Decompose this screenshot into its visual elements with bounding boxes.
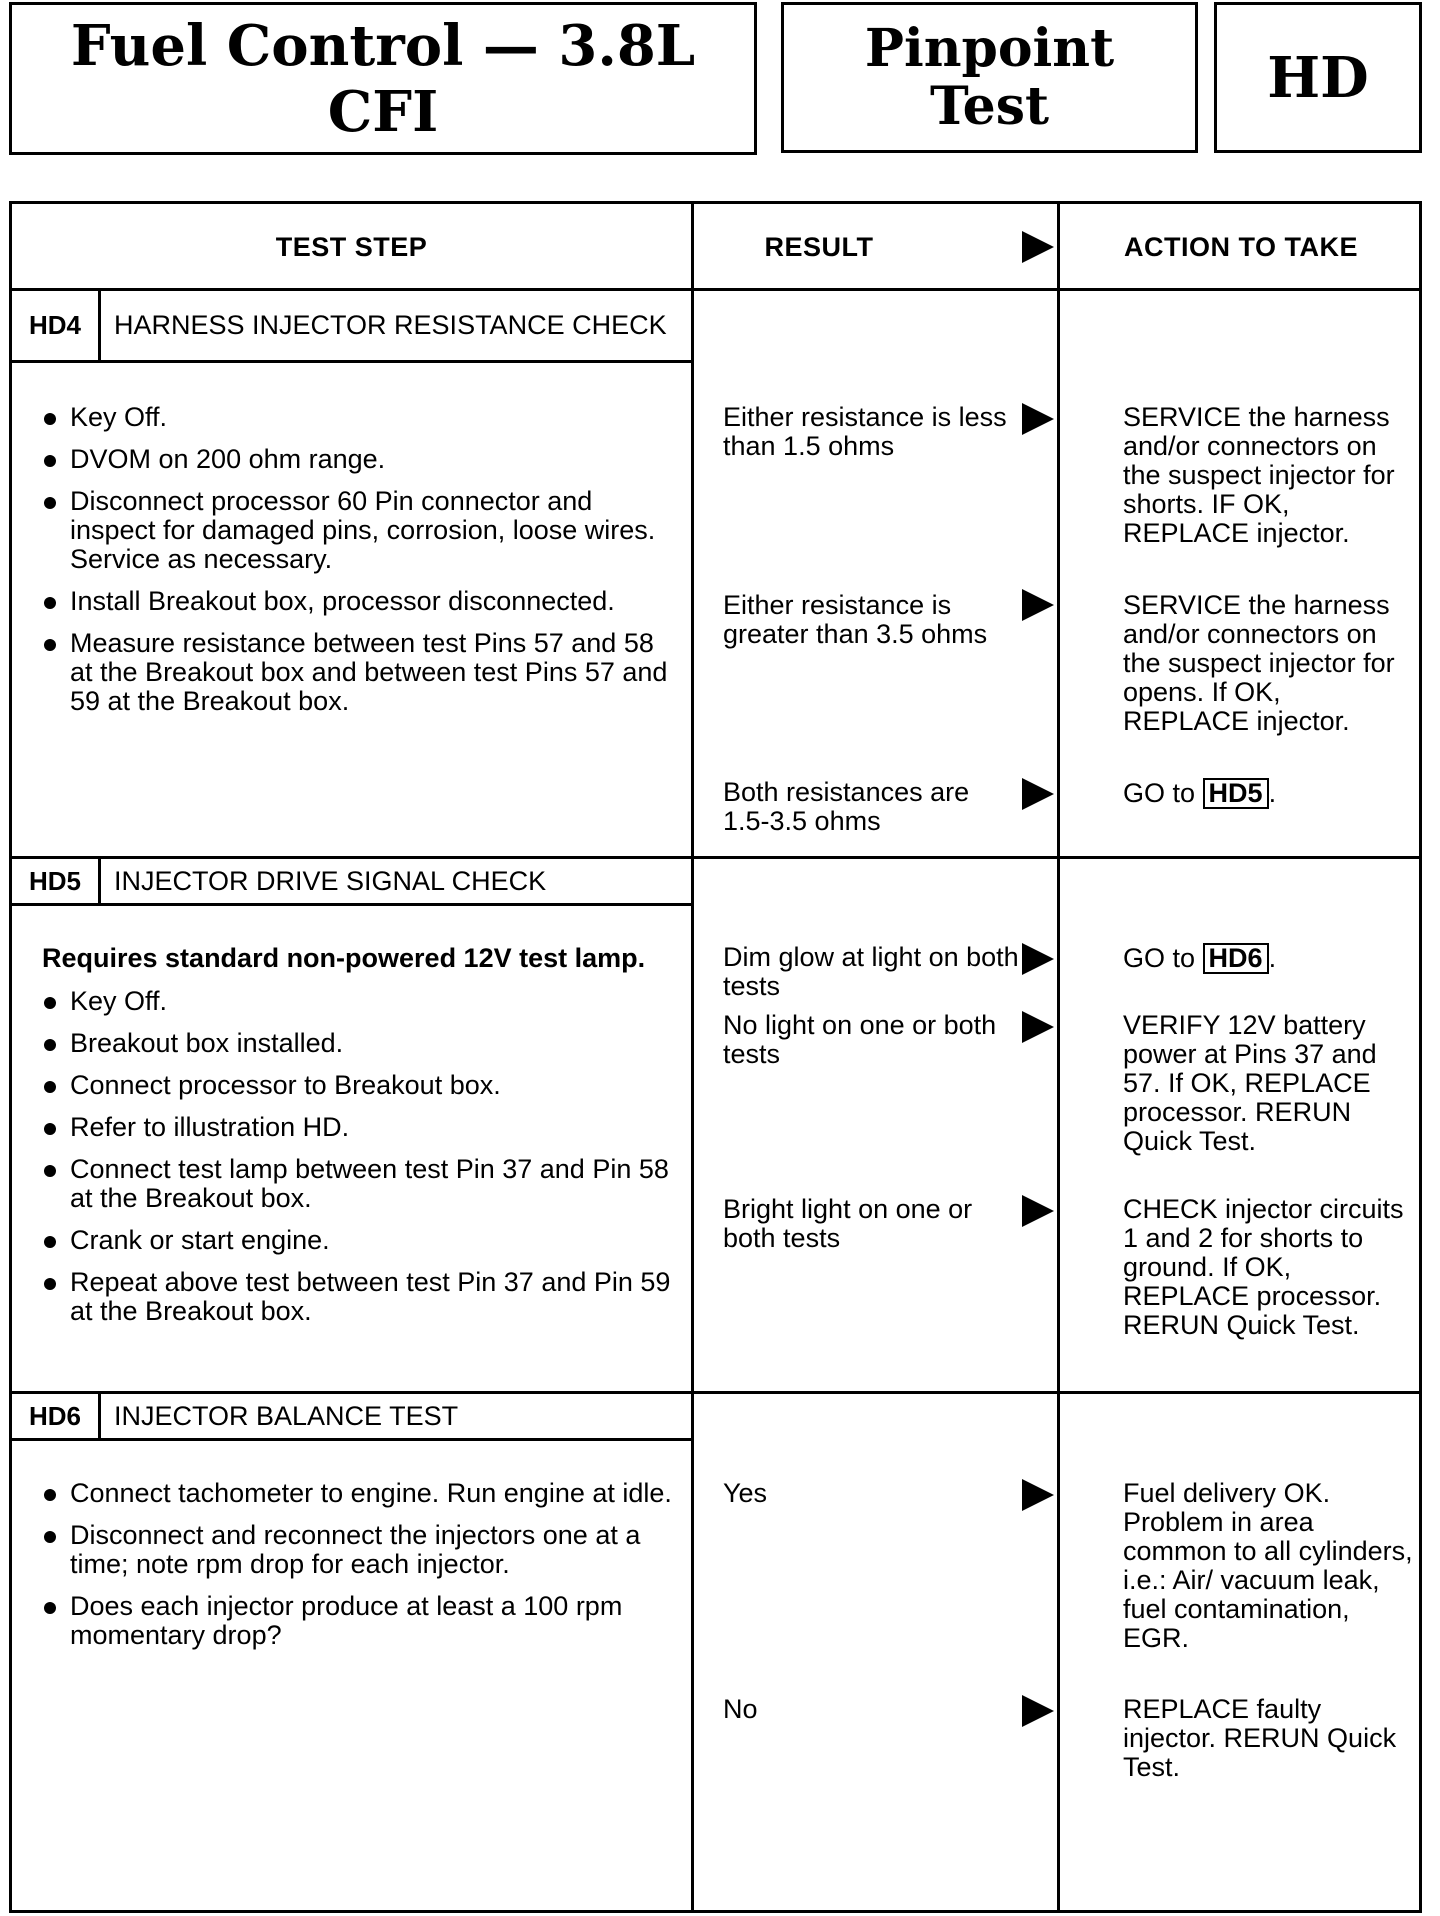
action-text: REPLACE faulty injector. RERUN Quick Test. [1123, 1694, 1397, 1782]
arrow-icon [1022, 1479, 1054, 1511]
step-list-hd5 [40, 987, 680, 1339]
step-title: INJECTOR DRIVE SIGNAL CHECK [114, 866, 547, 896]
step-header-hd5 [12, 859, 691, 906]
column-divider-1 [691, 204, 694, 1910]
action-text: Fuel delivery OK. Problem in area common to all cylinders, i.e.: Air/ vacuum leak, fuel contamination, EGR. [1123, 1478, 1413, 1653]
pinpoint-label: Pinpoint [864, 17, 1115, 79]
arrow-icon [1022, 589, 1054, 621]
list-item: Measure resistance between test Pins 57 and 58 at the Breakout box and between test Pins 57 and 59 at the Breakout box. [40, 629, 680, 716]
arrow-icon [1022, 943, 1054, 975]
list-item: DVOM on 200 ohm range. [40, 445, 680, 474]
list-item: Connect tachometer to engine. Run engine at idle. [40, 1479, 680, 1508]
goto-ref-hd5[interactable]: HD5 [1203, 778, 1269, 809]
goto-prefix: GO to [1123, 943, 1196, 973]
list-item: Does each injector produce at least a 100 rpm momentary drop? [40, 1592, 680, 1650]
step-list-hd4 [40, 403, 680, 729]
step-id: HD6 [12, 1394, 101, 1438]
test-label: Test [929, 75, 1050, 137]
result-text: Bright light on one or both tests [723, 1194, 973, 1253]
test-code: HD [1267, 44, 1369, 111]
column-divider-2 [1057, 204, 1060, 1910]
list-item: Crank or start engine. [40, 1226, 680, 1255]
step-header-hd4 [12, 291, 691, 363]
test-code-box [1214, 2, 1422, 153]
list-item: Breakout box installed. [40, 1029, 680, 1058]
action-text: VERIFY 12V battery power at Pins 37 and 57. If OK, REPLACE processor. RERUN Quick Test. [1123, 1010, 1377, 1156]
result-text: Both resistances are 1.5-3.5 ohms [723, 777, 970, 836]
page-title-box [9, 2, 757, 155]
goto-ref-hd6[interactable]: HD6 [1203, 943, 1269, 974]
action-text: SERVICE the harness and/or connectors on the suspect injector for opens. If OK, REPLACE injector. [1123, 590, 1395, 736]
list-item: Connect processor to Breakout box. [40, 1071, 680, 1100]
arrow-icon [1022, 1695, 1054, 1727]
result-text: Either resistance is greater than 3.5 ohms [723, 590, 988, 649]
list-item: Repeat above test between test Pin 37 and Pin 59 at the Breakout box. [40, 1268, 680, 1326]
arrow-icon [1022, 778, 1054, 810]
step-id: HD5 [12, 859, 101, 903]
goto-suffix: . [1268, 943, 1277, 973]
step-header-hd6 [12, 1394, 691, 1441]
list-item: Key Off. [40, 403, 680, 432]
column-header-test-step: TEST STEP [275, 231, 428, 262]
arrow-icon [1022, 1011, 1054, 1043]
action-text: CHECK injector circuits 1 and 2 for shorts to ground. If OK, REPLACE processor. RERUN Quick Test. [1123, 1194, 1404, 1340]
list-item: Disconnect and reconnect the injectors one at a time; note rpm drop for each injector. [40, 1521, 680, 1579]
list-item: Key Off. [40, 987, 680, 1016]
column-header-action: ACTION TO TAKE [1124, 231, 1358, 262]
list-item: Disconnect processor 60 Pin connector and inspect for damaged pins, corrosion, loose wires. Service as necessary. [40, 487, 680, 574]
result-text: Either resistance is less than 1.5 ohms [723, 402, 1007, 461]
action-text: SERVICE the harness and/or connectors on the suspect injector for shorts. IF OK, REPLACE injector. [1123, 402, 1395, 548]
column-header-result: RESULT [764, 231, 874, 262]
step-id: HD4 [12, 291, 101, 360]
goto-suffix: . [1268, 778, 1277, 808]
list-item: Refer to illustration HD. [40, 1113, 680, 1142]
pinpoint-test-table [9, 201, 1422, 1913]
step-title: INJECTOR BALANCE TEST [114, 1401, 459, 1431]
goto-prefix: GO to [1123, 778, 1196, 808]
step-note: Requires standard non-powered 12V test lamp. [42, 943, 646, 973]
pinpoint-test-box [781, 2, 1198, 153]
arrow-icon [1022, 231, 1054, 263]
list-item: Install Breakout box, processor disconnected. [40, 587, 680, 616]
step-list-hd6 [40, 1479, 680, 1663]
arrow-icon [1022, 403, 1054, 435]
step-title: HARNESS INJECTOR RESISTANCE CHECK [114, 310, 667, 340]
result-text: Yes [723, 1478, 768, 1508]
arrow-icon [1022, 1195, 1054, 1227]
action-goto [1123, 943, 1413, 974]
result-text: No [723, 1694, 758, 1724]
list-item: Connect test lamp between test Pin 37 and Pin 58 at the Breakout box. [40, 1155, 680, 1213]
result-text: Dim glow at light on both tests [723, 942, 1019, 1001]
action-goto [1123, 778, 1413, 809]
result-text: No light on one or both tests [723, 1010, 997, 1069]
page-title: Fuel Control — 3.8L CFI [70, 12, 696, 145]
